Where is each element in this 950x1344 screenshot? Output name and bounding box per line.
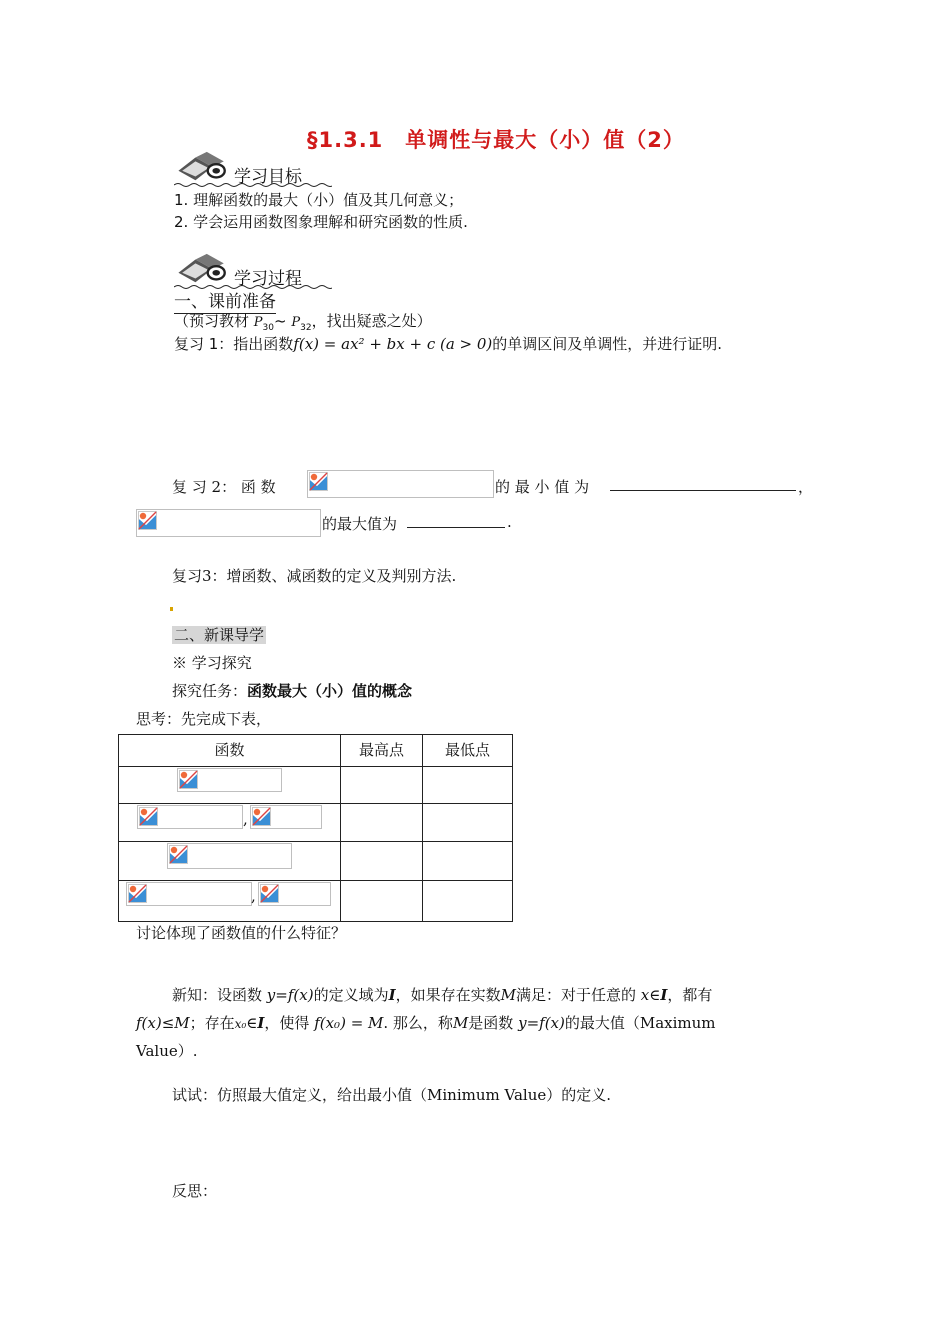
reflect-line: 反思： [172, 1182, 218, 1200]
table-row [119, 804, 513, 842]
header-function: 函数 [119, 735, 341, 767]
goal-item: 2. 学会运用函数图象理解和研究函数的性质. [174, 213, 468, 231]
broken-image-icon [138, 511, 157, 530]
definition-line-2: f(x)≤M；存在x₀∈I，使得 f(x₀) = M. 那么，称M是函数 y=f(x)的最大值（Maximum [136, 1014, 716, 1032]
book-icon [174, 150, 232, 184]
section-2-heading: 二、新课导学 [174, 626, 265, 644]
book-icon [174, 252, 232, 286]
review-1: 复习 1：指出函数f(x) = ax² + bx + c (a > 0)的单调区间及单调性，并进行证明. [174, 335, 723, 353]
page-title: §1.3.1 单调性与最大（小）值（2） [307, 128, 685, 152]
formula-image-placeholder [136, 509, 321, 537]
function-cell [119, 881, 341, 922]
goal-item: 1. 理解函数的最大（小）值及其几何意义； [174, 191, 464, 209]
think-line: 思考：先完成下表， [136, 710, 272, 728]
lowest-point-cell [423, 804, 513, 842]
process-heading: 学习过程 [234, 269, 302, 289]
formula-image-placeholder [177, 768, 282, 792]
preview-line: （预习教材 $P_{30}\sim$ $P_{32}$，找出疑惑之处） [174, 312, 432, 333]
wavy-underline [174, 182, 332, 188]
goals-heading: 学习目标 [234, 167, 302, 187]
header-lowest-point: 最低点 [423, 735, 513, 767]
formula-image-placeholder [250, 805, 322, 829]
lowest-point-cell [423, 881, 513, 922]
highest-point-cell [341, 881, 423, 922]
review-2-text: 的 最 小 值 为 [495, 478, 590, 496]
comma: ， [798, 478, 814, 496]
lowest-point-cell [423, 842, 513, 881]
answer-blank [610, 476, 796, 491]
answer-blank [407, 513, 505, 528]
table-header-row [119, 735, 513, 767]
formula-image-placeholder [137, 805, 243, 829]
definition-line-1: 新知：设函数 y=f(x)的定义域为I，如果存在实数M满足：对于任意的 x∈I，都有 [172, 986, 713, 1004]
formula-image-placeholder [126, 882, 252, 906]
formula-image-placeholder [307, 470, 494, 498]
function-table [118, 734, 513, 922]
quadratic-formula: f(x) = ax² + bx + c (a > 0) [293, 335, 493, 353]
broken-image-icon [139, 807, 158, 826]
comma: , [243, 810, 248, 828]
try-line: 试试：仿照最大值定义，给出最小值（Minimum Value）的定义. [172, 1086, 611, 1104]
broken-image-icon [169, 845, 188, 864]
lowest-point-cell [423, 767, 513, 804]
section-1-heading: 一、课前准备 [174, 287, 276, 314]
explore-heading: ※ 学习探究 [172, 654, 252, 672]
definition-line-3: Value）. [136, 1042, 198, 1060]
review-2-max-text: 的最大值为 [322, 515, 398, 533]
formula-image-placeholder [258, 882, 331, 906]
broken-image-icon [260, 884, 279, 903]
broken-image-icon [309, 472, 328, 491]
marker-dot [170, 607, 173, 611]
function-cell [119, 767, 341, 804]
highest-point-cell [341, 804, 423, 842]
broken-image-icon [252, 807, 271, 826]
task-line: 探究任务：函数最大（小）值的概念 [172, 682, 413, 700]
broken-image-icon [128, 884, 147, 903]
table-row [119, 842, 513, 881]
review-2-label: 复 习 2： 函 数 [172, 478, 276, 496]
highest-point-cell [341, 842, 423, 881]
comma: , [251, 887, 256, 905]
header-highest-point: 最高点 [341, 735, 423, 767]
table-row [119, 767, 513, 804]
period: . [507, 513, 512, 531]
table-row [119, 881, 513, 922]
formula-image-placeholder [167, 843, 292, 869]
review-3: 复习3：增函数、减函数的定义及判别方法. [172, 567, 457, 585]
highest-point-cell [341, 767, 423, 804]
function-cell [119, 804, 341, 842]
broken-image-icon [179, 770, 198, 789]
discuss-line: 讨论体现了函数值的什么特征？ [136, 924, 347, 942]
function-cell [119, 842, 341, 881]
